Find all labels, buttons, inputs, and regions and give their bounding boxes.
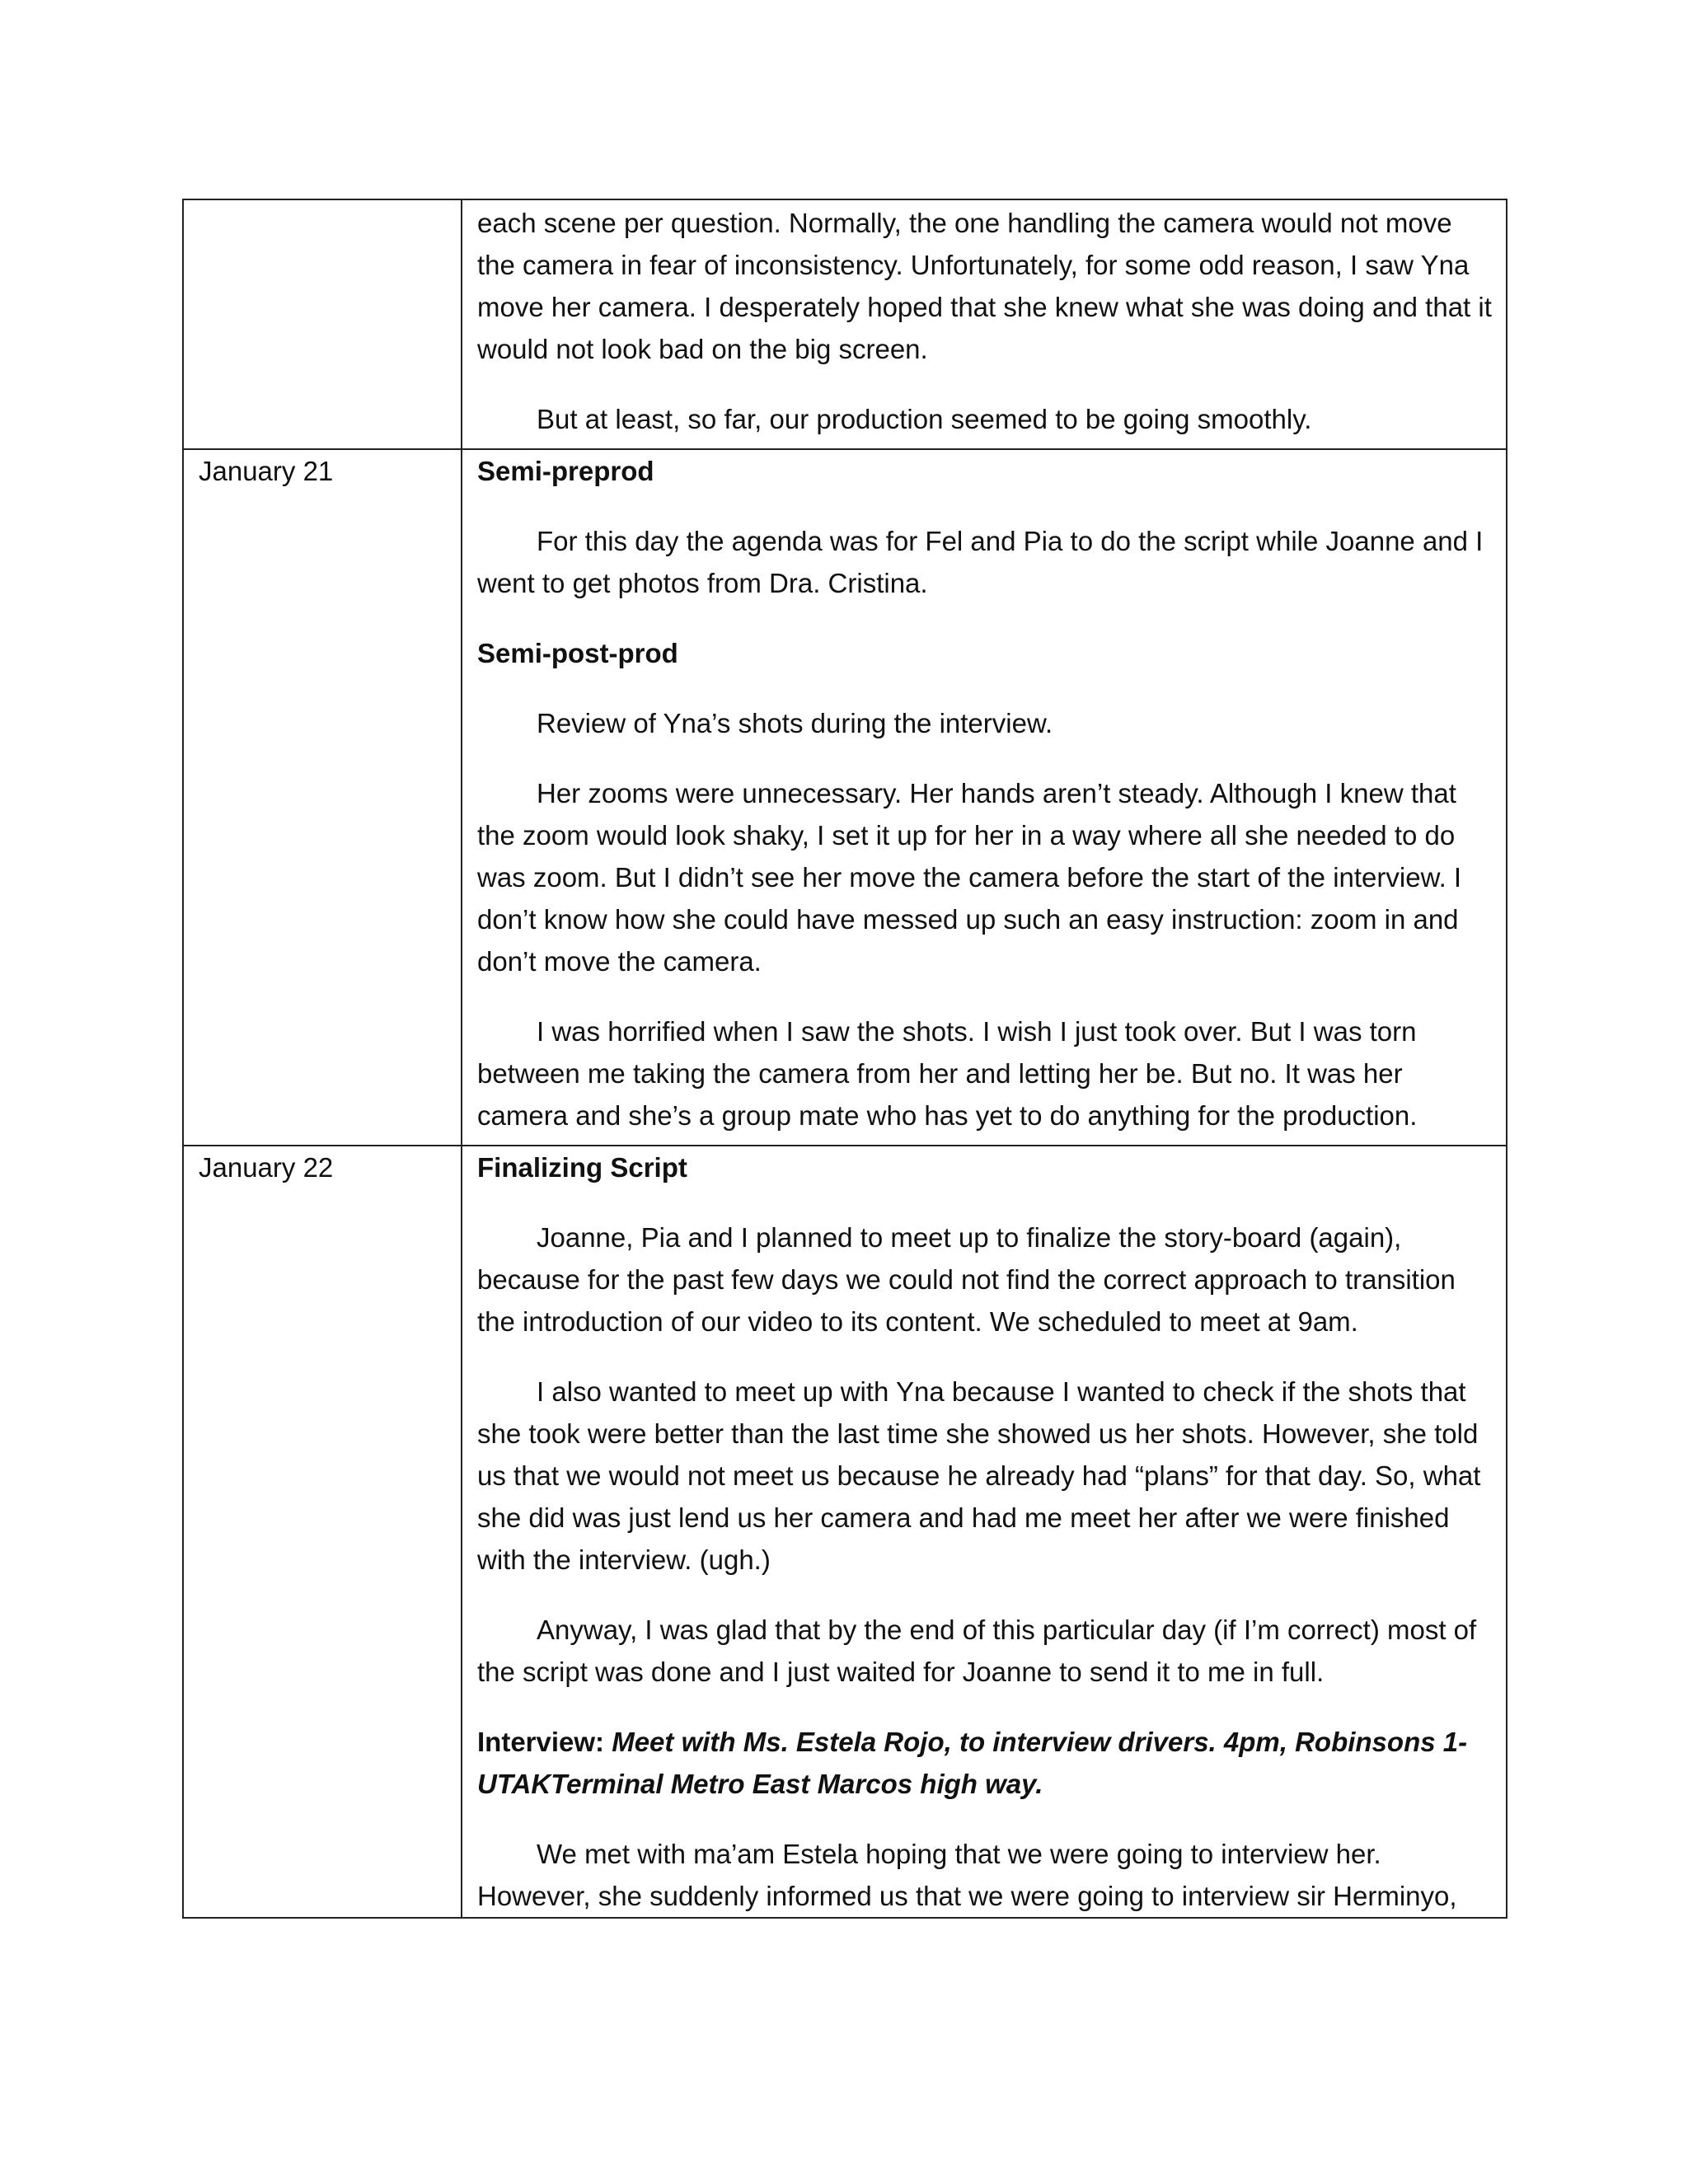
section-heading: Finalizing Script: [477, 1152, 687, 1183]
date-cell: [183, 449, 462, 1146]
interview-label: Interview:: [477, 1727, 612, 1757]
entry-content-cell: [462, 449, 1507, 1146]
journal-table: [182, 199, 1507, 1919]
entry-date: [199, 200, 461, 217]
journal-row: [183, 449, 1507, 1146]
date-cell: [183, 1146, 462, 1918]
entry-paragraph: We met with ma’am Estela hoping that we were going to interview her. However, she suddenly informed us that we were going to interview sir Herminyo,: [477, 1839, 1457, 1911]
journal-row: [183, 199, 1507, 449]
entry-paragraph: I also wanted to meet up with Yna because I wanted to check if the shots that she took were better than the last time she showed us her shots. However, she told us that we would not meet us because he already had “plans” for that day. So, what she did was just lend us her camera and had me meet her after we were finished with the interview. (ugh.): [477, 1376, 1481, 1575]
entry-paragraph: Anyway, I was glad that by the end of this particular day (if I’m correct) most of the script was done and I just waited for Joanne to send it to me in full.: [477, 1615, 1477, 1687]
entry-paragraph: Review of Yna’s shots during the interview.: [537, 708, 1053, 738]
entry-paragraph: each scene per question. Normally, the one handling the camera would not move the camera in fear of inconsistency. Unfortunately, for some odd reason, I saw Yna move her camera. I desperately hoped that she knew what she was doing and that it would not look bad on the big screen.: [477, 208, 1492, 364]
entry-paragraph: I was horrified when I saw the shots. I wish I just took over. But I was torn between me taking the camera from her and letting her be. But no. It was her camera and she’s a group mate who has yet to do anything for the production.: [477, 1016, 1418, 1131]
entry-paragraph: Her zooms were unnecessary. Her hands aren’t steady. Although I knew that the zoom would look shaky, I set it up for her in a way where all she needed to do was zoom. But I didn’t see her move the camera before the start of the interview. I don’t know how she could have messed up such an easy instruction: zoom in and don’t move the camera.: [477, 778, 1462, 977]
interview-details: Meet with Ms. Estela Rojo, to interview drivers. 4pm, Robinsons 1-UTAKTerminal Metro East Marcos high way.: [477, 1727, 1468, 1799]
section-heading: Semi-preprod: [477, 456, 654, 486]
entry-paragraph: Joanne, Pia and I planned to meet up to finalize the story-board (again), because for the past few days we could not find the correct approach to transition the introduction of our video to its content. We scheduled to meet at 9am.: [477, 1222, 1456, 1337]
entry-content-cell: [462, 1146, 1507, 1918]
interview-line: [477, 1721, 1494, 1805]
entry-date: January 22: [199, 1152, 334, 1183]
journal-row: [183, 1146, 1507, 1918]
entry-paragraph: But at least, so far, our production seemed to be going smoothly.: [537, 404, 1312, 434]
date-cell: [183, 199, 462, 449]
entry-content-cell: [462, 199, 1507, 449]
entry-paragraph: For this day the agenda was for Fel and Pia to do the script while Joanne and I went to get photos from Dra. Cristina.: [477, 526, 1484, 598]
section-heading: Semi-post-prod: [477, 638, 678, 668]
entry-date: January 21: [199, 456, 334, 486]
